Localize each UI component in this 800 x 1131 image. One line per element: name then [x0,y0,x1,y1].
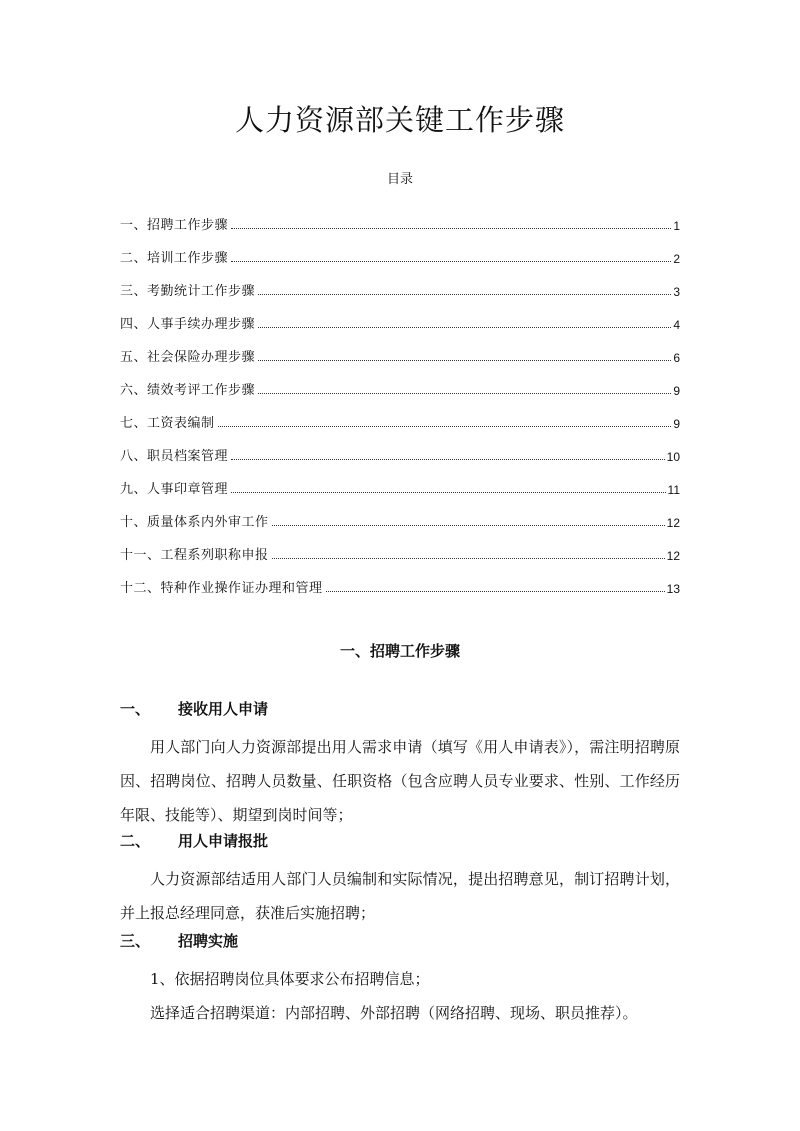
toc-entry-page: 12 [666,549,680,563]
section-title: 一、招聘工作步骤 [339,642,460,660]
toc-leader-dots [231,228,671,229]
subsection-heading [120,926,680,954]
list-item: 1、依据招聘岗位具体要求公布招聘信息； [150,970,430,988]
toc-leader-dots [231,492,666,493]
subsection-1 [120,694,680,832]
toc-entry-page: 2 [673,252,680,266]
toc-entry-page: 9 [673,417,680,431]
toc-entry-page: 1 [673,219,680,233]
toc-entry[interactable] [120,233,680,266]
subsection-number: 一、 [120,699,151,718]
toc-entry[interactable] [120,464,680,497]
subsection-number: 三、 [120,931,151,950]
toc-entry[interactable] [120,563,680,596]
toc-entry[interactable] [120,497,680,530]
toc-entry[interactable] [120,266,680,299]
toc-entry-label: 六、绩效考评工作步骤 [120,383,256,398]
toc-entry-label: 三、考勤统计工作步骤 [120,284,256,299]
toc-entry-page: 3 [673,285,680,299]
paragraph: 人力资源部结适用人部门人员编制和实际情况，提出招聘意见，制订招聘计划，并上报总经理同意，获准后实施招聘； [120,870,680,922]
list-item: 选择适合招聘渠道：内部招聘、外部招聘（网络招聘、现场、职员推荐）。 [150,1004,638,1022]
toc-entry-label: 十、质量体系内外审工作 [120,515,269,530]
toc-leader-dots [326,591,665,592]
toc-entry-label: 七、工资表编制 [120,416,215,431]
toc-entry[interactable] [120,200,680,233]
toc-entry-label: 十二、特种作业操作证办理和管理 [120,581,323,596]
toc-leader-dots [258,327,671,328]
toc-entry-label: 九、人事印章管理 [120,482,229,497]
table-of-contents [120,200,680,596]
toc-entry-label: 八、职员档案管理 [120,449,229,464]
toc-entry-page: 11 [667,483,680,497]
toc-leader-dots [258,294,671,295]
document-title: 人力资源部关键工作步骤 [234,103,565,137]
toc-entry[interactable] [120,431,680,464]
paragraph: 用人部门向人力资源部提出用人需求申请（填写《用人申请表》），需注明招聘原因、招聘岗位、招聘人员数量、任职资格（包含应聘人员专业要求、性别、工作经历年限、技能等）、期望到岗时间等； [120,738,680,824]
subsection-number: 二、 [120,831,151,850]
toc-entry[interactable] [120,530,680,563]
subsection-title: 用人申请报批 [178,831,269,850]
toc-entry[interactable] [120,332,680,365]
toc-leader-dots [231,261,671,262]
toc-leader-dots [231,459,665,460]
toc-entry-page: 4 [673,318,680,332]
toc-entry-page: 9 [673,384,680,398]
toc-entry[interactable] [120,299,680,332]
toc-heading: 目录 [386,172,413,187]
subsection-title: 招聘实施 [178,931,239,950]
subsection-heading [120,826,680,854]
toc-entry-page: 6 [673,351,680,365]
toc-entry-label: 二、培训工作步骤 [120,251,229,266]
toc-entry-label: 十一、工程系列职称申报 [120,548,269,563]
subsection-heading [120,694,680,722]
toc-leader-dots [258,393,671,394]
subsection-2 [120,826,680,930]
toc-entry-page: 10 [666,450,680,464]
toc-leader-dots [218,426,672,427]
toc-entry-page: 13 [666,582,680,596]
toc-entry[interactable] [120,365,680,398]
toc-leader-dots [258,360,671,361]
toc-entry-label: 一、招聘工作步骤 [120,218,229,233]
toc-entry-label: 五、社会保险办理步骤 [120,350,256,365]
toc-entry-label: 四、人事手续办理步骤 [120,317,256,332]
toc-entry-page: 12 [666,516,680,530]
toc-leader-dots [272,525,665,526]
toc-entry[interactable] [120,398,680,431]
toc-leader-dots [272,558,665,559]
subsection-title: 接收用人申请 [178,699,269,718]
subsection-3 [120,926,680,1030]
